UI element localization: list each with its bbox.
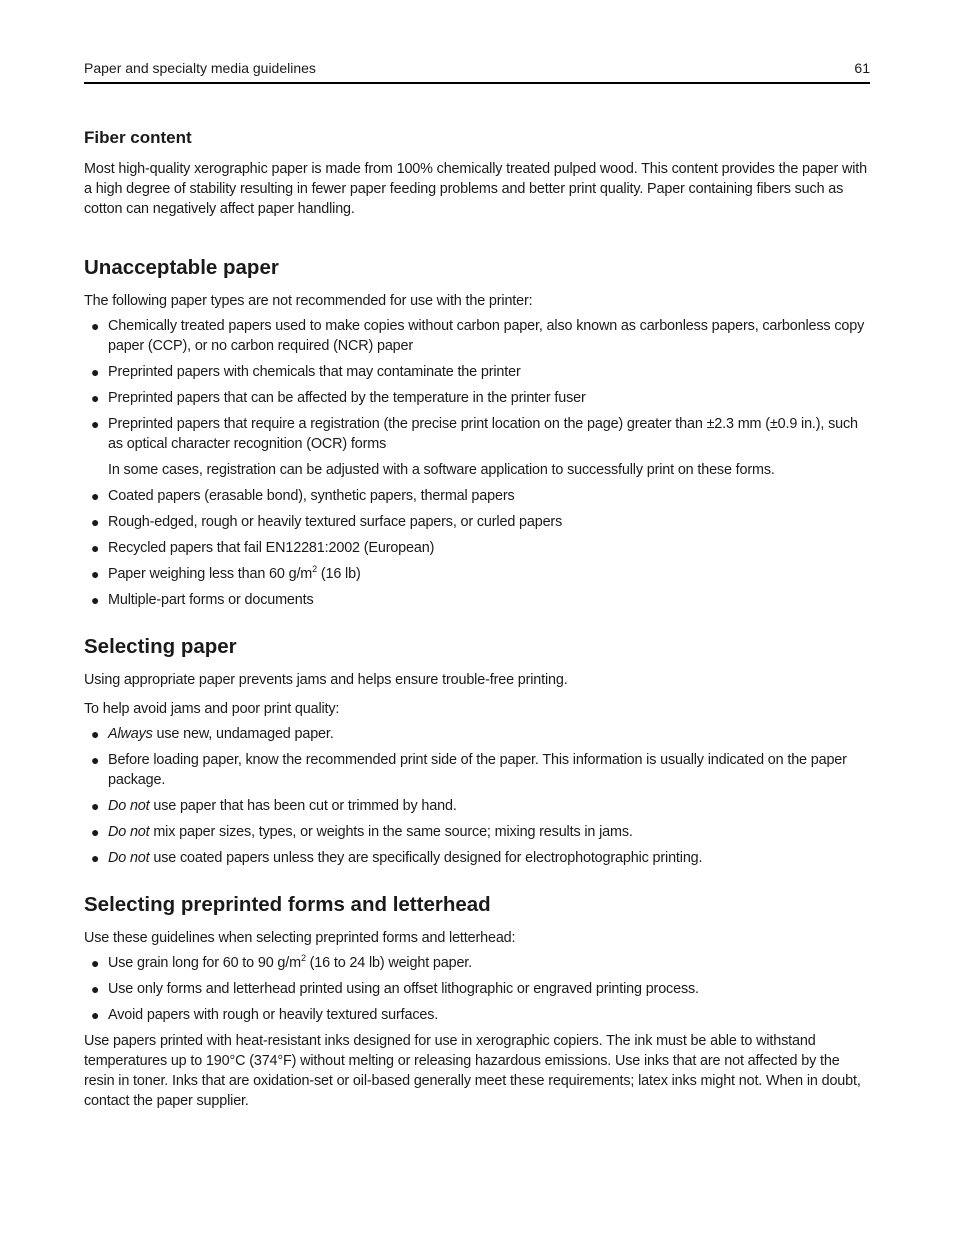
list-item-text: Recycled papers that fail EN12281:2002 (European) [108, 540, 435, 556]
list-item-text: use coated papers unless they are specifically designed for electrophotographic printing. [149, 850, 703, 866]
list-item [84, 750, 870, 790]
spacer [84, 874, 870, 892]
list-item-text: Rough-edged, rough or heavily textured surface papers, or curled papers [108, 514, 563, 530]
selecting-paper-intro: Using appropriate paper prevents jams and helps ensure trouble-free printing. [84, 672, 568, 688]
emphasis: Do not [108, 798, 150, 814]
list-item-text: mix paper sizes, types, or weights in the same source; mixing results in jams. [149, 824, 633, 840]
selecting-paper-heading: Selecting paper [84, 635, 237, 658]
bullet-icon: ● [91, 364, 100, 380]
grain-text: Use grain long for 60 to 90 g/m [108, 955, 301, 971]
preprinted-forms-list [84, 953, 870, 1025]
bullet-icon: ● [91, 798, 100, 814]
list-item-text: use paper that has been cut or trimmed by hand. [149, 798, 457, 814]
list-item [84, 796, 870, 816]
bullet-icon: ● [91, 850, 100, 866]
bullet-icon: ● [91, 726, 100, 742]
list-item [84, 564, 870, 584]
list-item [84, 316, 870, 356]
unacceptable-paper-list [84, 316, 870, 454]
bullet-icon: ● [91, 566, 100, 582]
registration-note: In some cases, registration can be adjusted with a software application to successfully print on these forms. [108, 462, 775, 478]
list-item [84, 1005, 870, 1025]
spacer [84, 616, 870, 634]
list-item [84, 724, 870, 744]
unacceptable-paper-heading: Unacceptable paper [84, 256, 279, 279]
list-item [84, 590, 870, 610]
bullet-icon: ● [91, 955, 100, 971]
list-item-text: Multiple-part forms or documents [108, 592, 314, 608]
bullet-icon: ● [91, 981, 100, 997]
bullet-icon: ● [91, 488, 100, 504]
list-item [84, 848, 870, 868]
list-item-text: Coated papers (erasable bond), synthetic papers, thermal papers [108, 488, 515, 504]
list-item [84, 512, 870, 532]
page-content [84, 122, 870, 1120]
page-number: 61 [854, 60, 870, 76]
bullet-icon: ● [91, 540, 100, 556]
list-item-text: Chemically treated papers used to make copies without carbon paper, also known as carbonless papers, carbonless copy paper (CCP), or no carbon required (NCR) paper [108, 318, 865, 354]
list-item [84, 822, 870, 842]
preprinted-forms-intro: Use these guidelines when selecting preprinted forms and letterhead: [84, 930, 516, 946]
list-item [84, 486, 870, 506]
bullet-icon: ● [91, 1007, 100, 1023]
list-item [84, 538, 870, 558]
preprinted-forms-closing: Use papers printed with heat-resistant inks designed for use in xerographic copiers. The ink must be able to withstand temperatures up to 190°C (374°F) without melting or releasing hazardous emissions. Use inks that are not affected by the resin in toner. Inks that are oxidation-set or oil-based generally meet these requirements; latex inks might not. When in doubt, contact the paper supplier. [84, 1033, 861, 1109]
bullet-icon: ● [91, 318, 100, 334]
bullet-icon: ● [91, 592, 100, 608]
selecting-paper-list [84, 724, 870, 868]
bullet-icon: ● [91, 416, 100, 432]
bullet-icon: ● [91, 752, 100, 768]
list-item-text: Preprinted papers that can be affected by the temperature in the printer fuser [108, 390, 586, 406]
list-item [84, 953, 870, 973]
emphasis: Do not [108, 850, 150, 866]
superscript: 2 [300, 953, 306, 964]
superscript: 2 [312, 564, 318, 575]
selecting-paper-intro-2: To help avoid jams and poor print quality: [84, 701, 340, 717]
list-item-text: Avoid papers with rough or heavily textured surfaces. [108, 1007, 439, 1023]
page-header [84, 58, 870, 84]
bullet-icon: ● [91, 824, 100, 840]
bullet-icon: ● [91, 390, 100, 406]
list-item [84, 388, 870, 408]
fiber-content-body: Most high-quality xerographic paper is made from 100% chemically treated pulped wood. This content provides the paper with a high degree of stability resulting in fewer paper feeding problems and better print quality. Paper containing fibers such as cotton can negatively affect paper handling. [84, 161, 867, 217]
list-item-text: Use only forms and letterhead printed using an offset lithographic or engraved printing process. [108, 981, 699, 997]
bullet-icon: ● [91, 514, 100, 530]
fiber-content-heading: Fiber content [84, 128, 192, 147]
list-item-text: Preprinted papers with chemicals that may contaminate the printer [108, 364, 521, 380]
list-item-text: Preprinted papers that require a registration (the precise print location on the page) greater than ±2.3 mm (±0.9 in.), such as optical character recognition (OCR) forms [108, 416, 858, 452]
spacer [84, 228, 870, 255]
unacceptable-paper-intro: The following paper types are not recommended for use with the printer: [84, 293, 533, 309]
emphasis: Do not [108, 824, 150, 840]
list-item [84, 414, 870, 454]
preprinted-forms-heading: Selecting preprinted forms and letterhead [84, 893, 491, 916]
weight-text-after: (16 lb) [317, 566, 361, 582]
unacceptable-paper-list-continued [84, 486, 870, 610]
list-item [84, 979, 870, 999]
list-item [84, 362, 870, 382]
list-item-text: Before loading paper, know the recommended print side of the paper. This information is usually indicated on the paper package. [108, 752, 847, 788]
weight-text: Paper weighing less than 60 g/m [108, 566, 313, 582]
header-title: Paper and specialty media guidelines [84, 60, 316, 76]
grain-text-after: (16 to 24 lb) weight paper. [305, 955, 472, 971]
emphasis: Always [108, 726, 153, 742]
list-item-text: use new, undamaged paper. [152, 726, 334, 742]
